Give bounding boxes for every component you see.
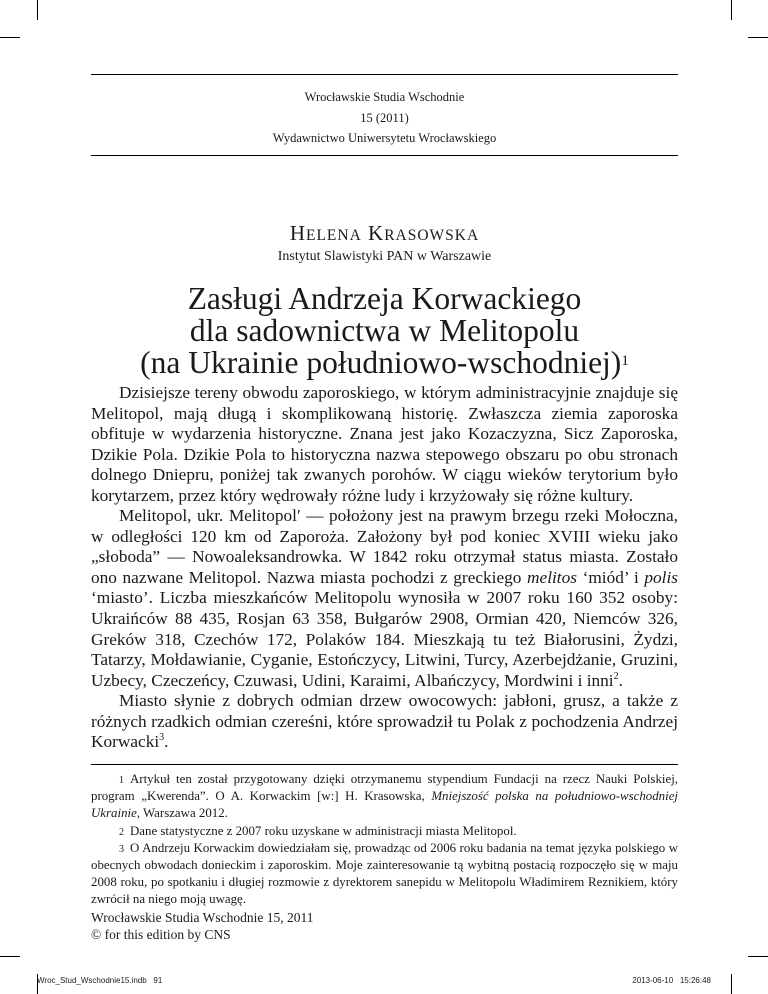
body-paragraph-2: Melitopol, ukr. Melitopol′ — położony jest na prawym brzegu rzeki Mołoczna, w odległości 120 km od Zaporoża. Założony był pod koniec XVIII wieku jako „słoboda” — Nowoaleksandrowka. W 1842 roku otrzymał status miasta. Zostało ono nazwane Melitopol. Nazwa miasta pochodzi z greckiego melitos ‘miód’ i polis ‘miasto’. Liczba mieszkańców Melitopolu wynosiła w 2007 roku 160 352 osoby: Ukraińców 88 435, Rosjan 63 358, Bułgarów 2908, Ormian 420, Niemców 326, Greków 318, Czechów 172, Polaków 184. Mieszkają tu też Białorusini, Żydzi, Tatarzy, Mołdawianie, Cyganie, Estończycy, Litwini, Turcy, Azerbejdżanie, Gruzini, Uzbecy, Czeczeńcy, Czuwasi, Udini, Karaimi, Albańczycy, Mordwini i inni$^2$. <box>91 506 678 690</box>
term-polis: polis <box>644 567 678 587</box>
crop-mark <box>37 0 38 20</box>
author-affiliation: Instytut Slawistyki PAN w Warszawie <box>277 249 492 264</box>
crop-mark <box>748 37 768 38</box>
header-bottom-rule <box>91 155 678 156</box>
title-line-3: (na Ukrainie południowo-wschodniej)$^1$ <box>140 345 629 380</box>
footnotes <box>91 771 678 909</box>
crop-mark <box>748 956 768 957</box>
footnote-1: $^1$ Artykuł ten został przygotowany dzięki otrzymanemu stypendium Fundacji na rzecz Nauki Polskiej, program „Kwerenda”. O A. Korwackim [w:] H. Krasowska, Mniejszość polska na południowo-wschodniej Ukrainie, Warszawa 2012. <box>91 772 679 821</box>
footnote-ref-3: 3 <box>159 732 165 744</box>
footnote-rule <box>91 764 678 765</box>
journal-volume: 15 (2011) <box>360 111 409 125</box>
copyright-block <box>91 909 314 943</box>
header-top-rule <box>91 74 678 75</box>
article-title <box>91 283 678 379</box>
slug-filename: Wroc_Stud_Wschodnie15.indb 91 <box>37 976 163 985</box>
body-paragraph-3: Miasto słynie z dobrych odmian drzew owocowych: jabłoni, grusz, a także z różnych rzadkich odmian czereśni, które sprowadził tu Polak z pochodzenia Andrzej Korwacki$^3$. <box>91 691 678 752</box>
term-melitos: melitos <box>527 567 577 587</box>
title-line-1: Zasługi Andrzeja Korwackiego <box>187 281 582 316</box>
crop-mark <box>0 37 20 38</box>
title-footnote-mark: 1 <box>621 353 629 369</box>
copyright-journal: Wrocławskie Studia Wschodnie 15, 2011 <box>91 910 314 925</box>
author-first-rest: ELENA <box>305 227 362 244</box>
crop-mark <box>731 0 732 20</box>
author-last-rest: RASOWSKA <box>384 227 480 244</box>
slug-datetime: 2013-06-10 15:26:48 <box>632 976 711 985</box>
author-first-initial: H <box>289 221 306 245</box>
copyright-notice: © for this edition by CNS <box>91 927 231 942</box>
footnote-3: $^3$ O Andrzeju Korwackim dowiedziałam się, prowadząc od 2006 roku badania na temat języka polskiego w obecnych obwodach donieckim i zaporoskim. Moje zainteresowanie tą wybitną postacią rozpoczęło się w maju 2008 roku, po spotkaniu i długiej rozmowie z dyrektorem sanepidu w Melitopolu Władimirem Reznikiem, który zwrócił na niego moją uwagę. <box>91 840 678 907</box>
crop-mark <box>731 974 732 994</box>
journal-name: Wrocławskie Studia Wschodnie <box>304 90 465 104</box>
author-name <box>91 221 678 246</box>
author-last-initial: K <box>368 221 385 245</box>
body-paragraph-1: Dzisiejsze tereny obwodu zaporoskiego, w którym administracyjnie znajduje się Melitopol, mają długą i skomplikowaną historię. Zwłaszcza ziemia zaporoska obfituje w wydarzenia historyczne. Znana jest jako Kozaczyzna, Sicz Zaporoska, Dzikie Pola. Dzikie Pola to historyczna nazwa stepowego obszaru po obu stronach dolnego Dniepru, poniżej tak zwanych porohów. W ciągu wieków terytorium było korytarzem, przez który wędrowały różne ludy i krzyżowały się różne kultury. <box>91 383 678 505</box>
footnote-1-book-title: Mniejszość polska na południowo-wschodniej Ukrainie <box>91 789 679 821</box>
crop-mark <box>0 956 20 957</box>
footnote-2: $^2$ Dane statystyczne z 2007 roku uzyskane w administracji miasta Melitopol. <box>119 823 517 838</box>
footnote-ref-2: 2 <box>613 670 619 682</box>
article-body <box>91 383 678 753</box>
publisher-name: Wydawnictwo Uniwersytetu Wrocławskiego <box>272 131 497 145</box>
title-line-2: dla sadownictwa w Melitopolu <box>189 313 580 348</box>
